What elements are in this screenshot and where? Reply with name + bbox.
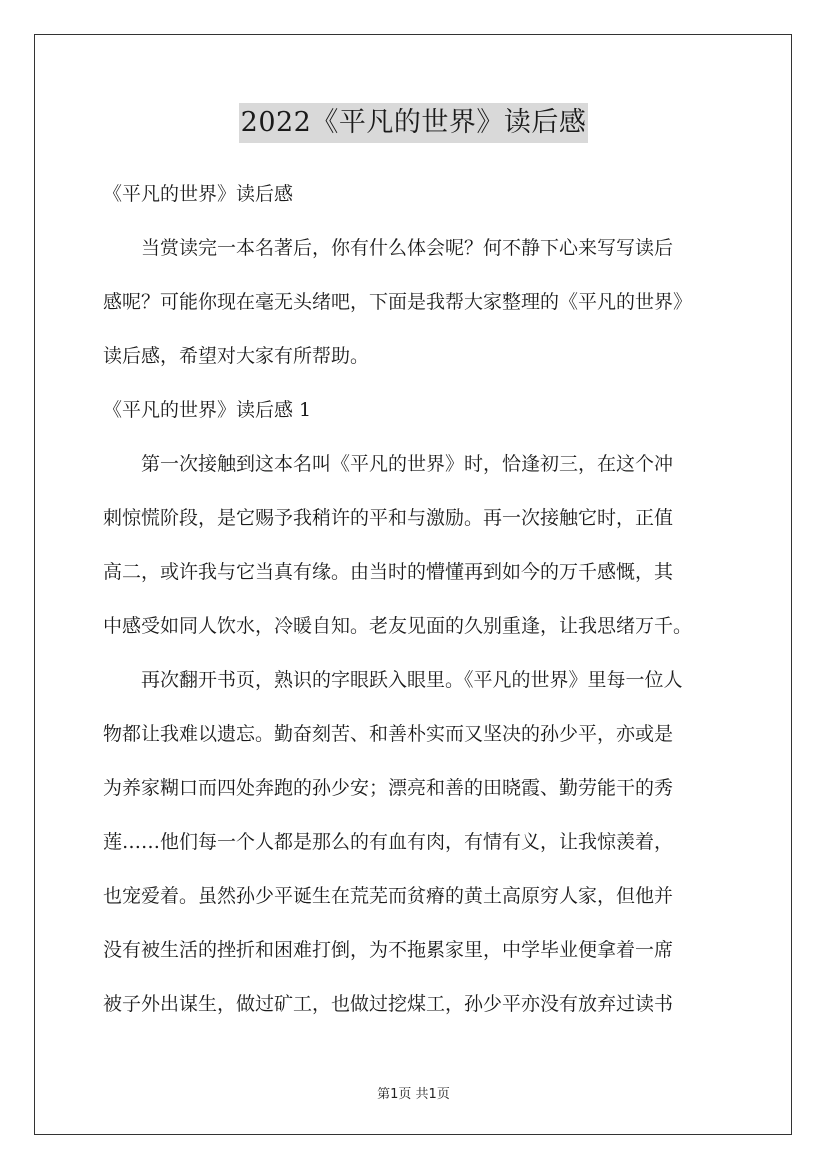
paragraph1-line-1: 第一次接触到这本名叫《平凡的世界》时，恰逢初三，在这个冲 <box>141 453 674 475</box>
intro-line-2: 感呢？可能你现在毫无头绪吧，下面是我帮大家整理的《平凡的世界》 <box>103 291 693 313</box>
paragraph2-line-1: 再次翻开书页，熟识的字眼跃入眼里。《平凡的世界》里每一位人 <box>141 669 683 691</box>
paragraph2-line-2: 物都让我难以遗忘。勤奋刻苦、和善朴实而又坚决的孙少平，亦或是 <box>103 723 674 745</box>
paragraph2-line-6: 没有被生活的挫折和困难打倒，为不拖累家里，中学毕业便拿着一席 <box>103 939 674 961</box>
intro-line-1: 当赏读完一本名著后，你有什么体会呢？何不静下心来写写读后 <box>141 237 674 259</box>
paragraph2-line-7: 被子外出谋生，做过矿工，也做过挖煤工，孙少平亦没有放弃过读书 <box>103 993 674 1015</box>
paragraph2-line-5: 也宠爱着。虽然孙少平诞生在荒芜而贫瘠的黄土高原穷人家，但他并 <box>103 885 674 907</box>
paragraph2-line-3: 为养家糊口而四处奔跑的孙少安；漂亮和善的田晓霞、勤劳能干的秀 <box>103 777 674 799</box>
paragraph1-line-3: 高二，或许我与它当真有缘。由当时的懵懂再到如今的万千感慨，其 <box>103 561 674 583</box>
document-title-text: 2022《平凡的世界》读后感 <box>239 103 589 143</box>
paragraph2-line-4: 莲……他们每一个人都是那么的有血有肉，有情有义，让我惊羡着， <box>103 831 674 853</box>
intro-line-3: 读后感，希望对大家有所帮助。 <box>103 345 370 367</box>
document-title <box>0 100 827 143</box>
section-heading-1: 《平凡的世界》读后感 1 <box>103 399 312 421</box>
section-heading: 《平凡的世界》读后感 <box>103 183 294 205</box>
paragraph1-line-2: 刺惊慌阶段，是它赐予我稍许的平和与激励。再一次接触它时，正值 <box>103 507 674 529</box>
paragraph1-line-4: 中感受如同人饮水，冷暖自知。老友见面的久别重逢，让我思绪万千。 <box>103 615 693 637</box>
page-footer: 第1页 共1页 <box>377 1087 450 1102</box>
